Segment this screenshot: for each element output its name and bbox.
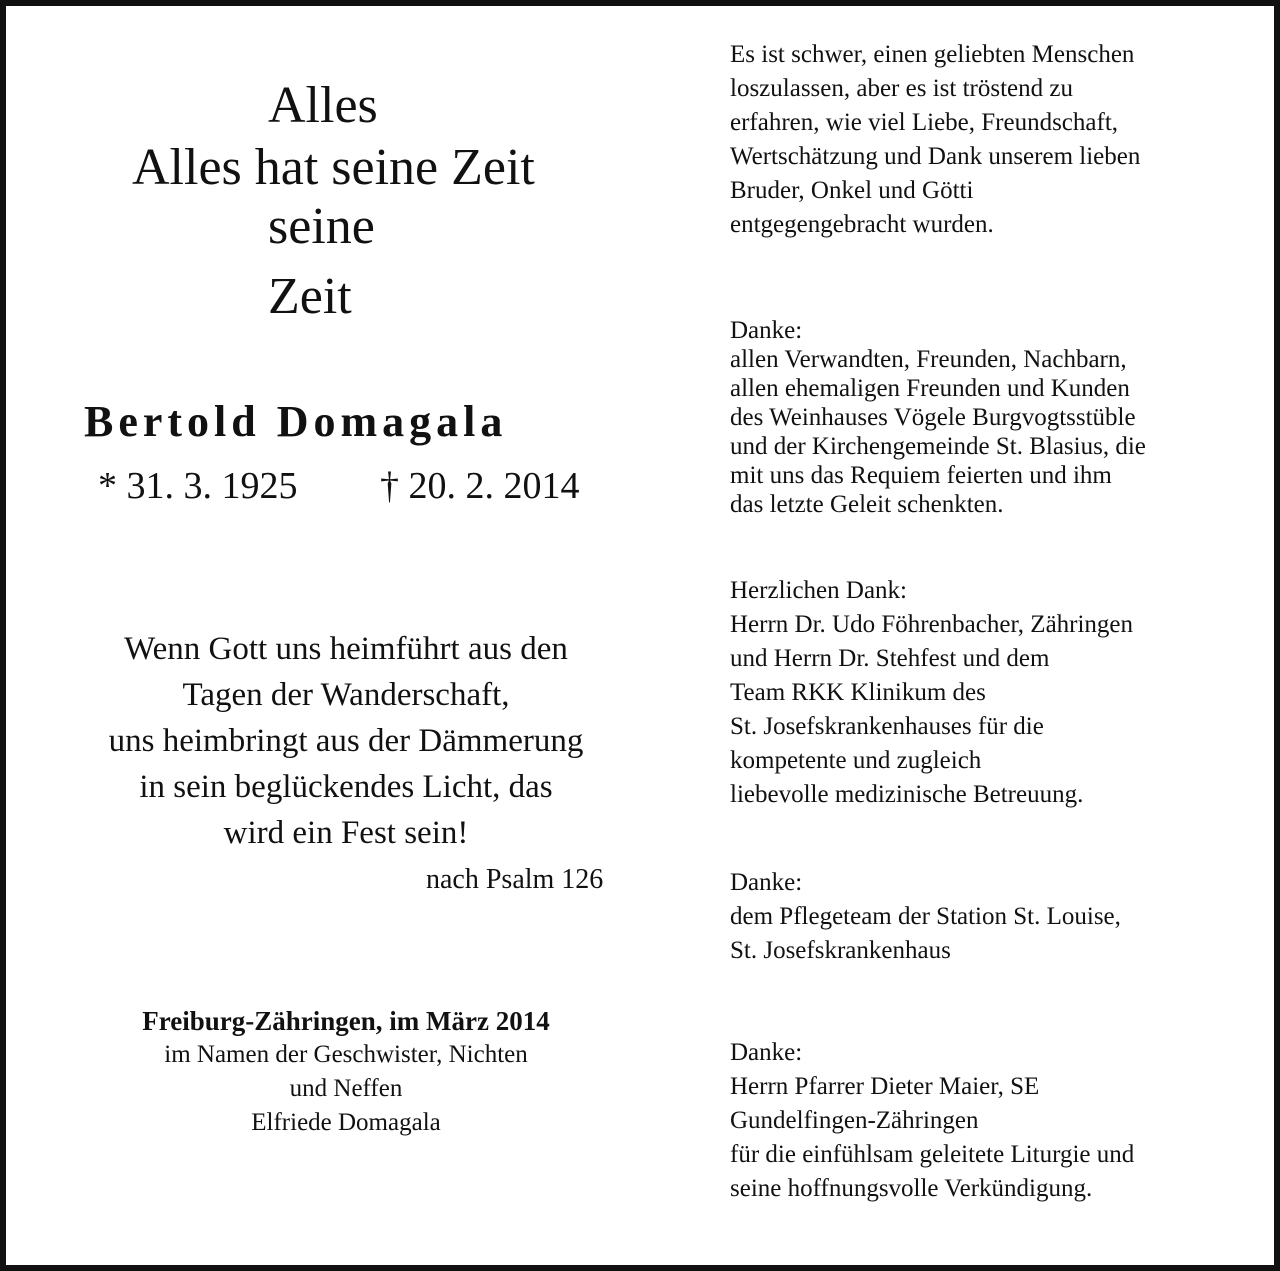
thanks-heading: Danke: xyxy=(730,869,803,896)
thanks-block-care-team xyxy=(730,866,1121,968)
verse-line: Wenn Gott uns heimführt aus den xyxy=(124,631,568,667)
signature-line: und Neffen xyxy=(289,1075,403,1102)
signature-line: im Namen der Geschwister, Nichten xyxy=(164,1041,528,1068)
motto-line-4: Zeit xyxy=(268,268,352,325)
verse-line: uns heimbringt aus der Dämmerung xyxy=(108,723,584,759)
thanks-line: mit uns das Requiem feierten und ihm xyxy=(730,462,1112,489)
verse-line: wird ein Fest sein! xyxy=(223,815,469,851)
thanks-block-pastor xyxy=(730,1036,1134,1206)
thanks-line: des Weinhauses Vögele Burgvogtsstüble xyxy=(730,404,1136,431)
thanks-line: kompetente und zugleich xyxy=(730,747,982,774)
verse-line: Tagen der Wanderschaft, xyxy=(182,677,510,713)
motto-line-3: seine xyxy=(268,198,375,255)
thanks-line: Gundelfingen-Zähringen xyxy=(730,1107,979,1134)
intro-line: Wertschätzung und Dank unserem lieben xyxy=(730,143,1141,170)
thanks-line: St. Josefskrankenhaus xyxy=(730,937,951,964)
thanks-line: Herrn Pfarrer Dieter Maier, SE xyxy=(730,1073,1040,1100)
intro-line: erfahren, wie viel Liebe, Freundschaft, xyxy=(730,109,1119,136)
thanks-line: das letzte Geleit schenkten. xyxy=(730,491,1004,518)
intro-paragraph xyxy=(730,38,1140,242)
thanks-block-relatives xyxy=(730,316,1146,519)
thanks-line: für die einfühlsam geleitete Liturgie und xyxy=(730,1141,1135,1168)
verse-source: nach Psalm 126 xyxy=(426,864,604,895)
thanks-line: Team RKK Klinikum des xyxy=(730,679,986,706)
thanks-line: liebevolle medizinische Betreuung. xyxy=(730,781,1084,808)
motto-line-2: Alles hat seine Zeit xyxy=(132,139,535,196)
thanks-line: allen Verwandten, Freunden, Nachbarn, xyxy=(730,346,1127,373)
thanks-line: Herrn Dr. Udo Föhrenbacher, Zähringen xyxy=(730,611,1134,638)
thanks-line: und Herrn Dr. Stehfest und dem xyxy=(730,645,1050,672)
intro-line: entgegengebracht wurden. xyxy=(730,211,994,238)
thanks-heading: Herzlichen Dank: xyxy=(730,577,908,604)
thanks-heading: Danke: xyxy=(730,1039,803,1066)
motto-line-1: Alles xyxy=(268,77,378,134)
thanks-line: seine hoffnungsvolle Verkündigung. xyxy=(730,1175,1093,1202)
birth-date: * 31. 3. 1925 xyxy=(98,465,298,507)
signature-block xyxy=(46,1004,646,1140)
thanks-line: St. Josefskrankenhauses für die xyxy=(730,713,1044,740)
verse-quote xyxy=(36,626,656,856)
thanks-line: allen ehemaligen Freunden und Kunden xyxy=(730,375,1130,402)
thanks-line: und der Kirchengemeinde St. Blasius, die xyxy=(730,433,1146,460)
intro-line: Bruder, Onkel und Götti xyxy=(730,177,974,204)
thanks-line: dem Pflegeteam der Station St. Louise, xyxy=(730,903,1121,930)
thanks-block-doctors xyxy=(730,574,1133,812)
thanks-heading: Danke: xyxy=(730,317,803,344)
deceased-name: Bertold Domagala xyxy=(84,397,508,446)
intro-line: loszulassen, aber es ist tröstend zu xyxy=(730,75,1073,102)
verse-line: in sein beglückendes Licht, das xyxy=(139,769,553,805)
death-date: † 20. 2. 2014 xyxy=(380,465,580,507)
place-date: Freiburg-Zähringen, im März 2014 xyxy=(142,1006,550,1036)
intro-line: Es ist schwer, einen geliebten Menschen xyxy=(730,41,1135,68)
signature-line: Elfriede Domagala xyxy=(251,1109,441,1136)
